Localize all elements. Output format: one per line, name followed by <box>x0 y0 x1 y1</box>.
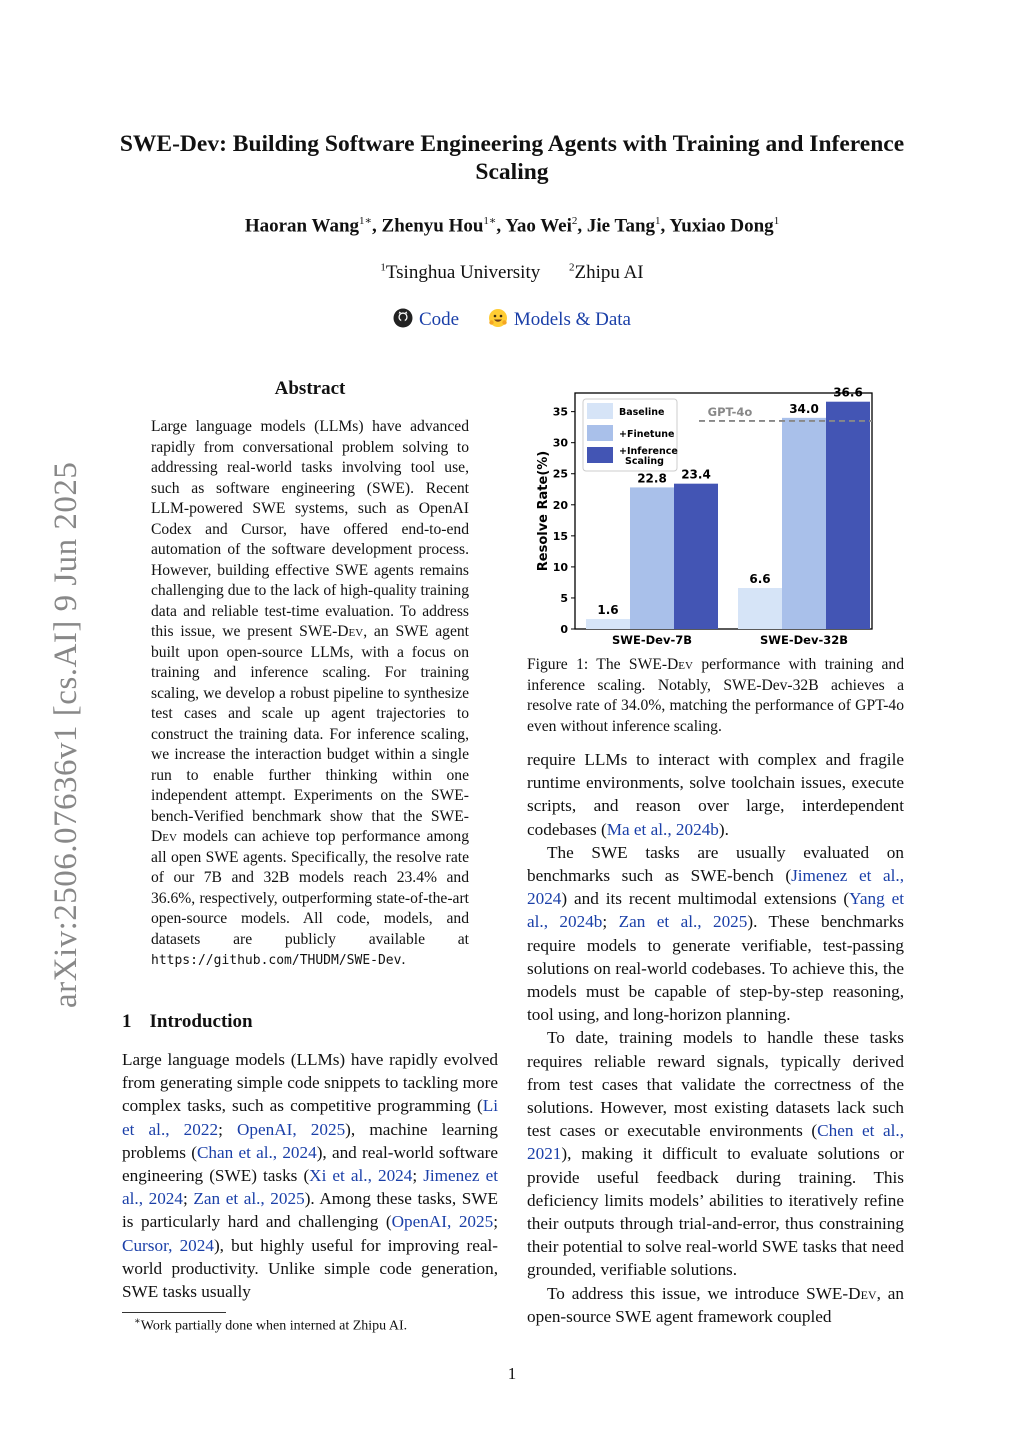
bar-value-label: 23.4 <box>681 467 711 482</box>
citation-link[interactable]: Jimenez et al., 2024 <box>527 866 904 909</box>
y-tick-label: 5 <box>560 591 568 605</box>
resource-links <box>100 308 924 331</box>
citation-link[interactable]: Li et al., 2022 <box>122 1096 498 1139</box>
author: Jie Tang <box>586 215 656 237</box>
github-icon <box>393 308 413 328</box>
bar-value-label: 36.6 <box>833 385 863 400</box>
right-column-text <box>527 748 904 1328</box>
affiliations <box>100 262 924 284</box>
y-tick-label: 10 <box>552 560 568 574</box>
bar-value-label: 1.6 <box>597 603 619 618</box>
legend-label: Baseline <box>619 407 665 418</box>
y-tick-label: 30 <box>552 436 568 450</box>
citation-link[interactable]: Chen et al., 2021 <box>527 1121 904 1164</box>
code-link[interactable]: Code <box>393 309 464 330</box>
paper-title: SWE-Dev: Building Software Engineering Agents with Training and Inference Scaling <box>119 131 905 185</box>
intro-paragraph: Large language models (LLMs) have rapidly evolved from generating simple code snippets to tackling more complex tasks, such as competitive programming (Li et al., 2022; OpenAI, 2025), machine learning problems (Chan et al., 2024), and real-world software engineering (SWE) tasks (Xi et al., 2024; Jimenez et al., 2024; Zan et al., 2025). Among these tasks, SWE is particularly hard and challenging (OpenAI, 2025; Cursor, 2024), but highly useful for improving real-world productivity. Unlike simple code generation, SWE tasks usually <box>122 1050 499 1302</box>
huggingface-icon <box>488 308 508 328</box>
bar <box>782 418 826 629</box>
author: Zhenyu Hou <box>381 215 484 237</box>
section-heading: 1 Introduction <box>122 1011 253 1032</box>
citation-link[interactable]: Xi et al., 2024 <box>309 1166 413 1186</box>
author: Yuxiao Dong <box>669 215 774 237</box>
bar-value-label: 22.8 <box>637 471 667 486</box>
legend-label: Scaling <box>625 456 664 467</box>
reference-line-label: GPT-4o <box>707 404 753 419</box>
bar <box>586 619 630 629</box>
paragraph: The SWE tasks are usually evaluated on benchmarks such as SWE-bench (Jimenez et al., 2024) and its recent multimodal extensions (Yang et al., 2024b; Zan et al., 2025). These benchmarks require models to generate verifiable, test-passing solutions on real-world codebases. To achieve this, the models must be capable of step-by-step reasoning, tool using, and long-horizon planning. <box>527 842 904 1025</box>
models-data-link[interactable]: Models & Data <box>488 309 631 330</box>
y-axis-label: Resolve Rate(%) <box>536 450 551 572</box>
legend-swatch <box>587 403 613 419</box>
legend-swatch <box>587 425 613 441</box>
footnote-rule <box>122 1312 226 1313</box>
arxiv-stamp <box>0 0 84 1448</box>
bar <box>826 402 870 629</box>
bar-value-label: 34.0 <box>789 401 819 416</box>
repo-url[interactable]: https://github.com/THUDM/SWE-Dev <box>151 953 402 968</box>
legend-label: +Inference <box>619 446 678 457</box>
paragraph: To date, training models to handle these tasks requires reliable reward signals, typically derived from test cases that validate the correctness of the solutions. However, most existing datasets lack such test cases or executable environments (Chen et al., 2021), making it difficult to evaluate solutions or provide useful feedback during training. This deficiency limits models’ abilities to iteratively refine their outputs through trial-and-error, thus constraining their potential to solve real-world SWE tasks that need grounded, verifiable solutions. <box>527 1028 904 1280</box>
legend-swatch <box>587 447 613 463</box>
y-tick-label: 20 <box>552 498 568 512</box>
figure-1-chart <box>527 385 907 647</box>
affiliation: $^1$Tsinghua University <box>380 262 541 284</box>
citation-link[interactable]: Ma et al., 2024b <box>606 819 719 839</box>
y-tick-label: 0 <box>560 623 568 636</box>
x-tick-label: SWE-Dev-32B <box>760 633 848 647</box>
abstract-text: Large language models (LLMs) have advanced rapidly from conversational problem solving to addressing real-world tasks involving tool use, such as software engineering (SWE). Recent LLM-powered SWE systems, such as OpenAI Codex and Cursor, have offered end-to-end automation of the software development process. However, building effective SWE agents remains challenging due to the lack of high-quality training data and reliable test-time evaluation. To address this issue, we present SWE-Dev, an SWE agent built upon open-source LLMs, with a focus on training and inference scaling. For training scaling, we develop a robust pipeline to synthesize test cases and scale up agent trajectories to construct the training data. For inference scaling, we increase the interaction budget within a single run to enable further thinking within one independent attempt. Experiments on the SWE-bench-Verified benchmark show that the SWE-Dev models can achieve top performance among all open SWE agents. Specifically, the resolve rate of our 7B and 32B models reach 23.4% and 36.6%, respectively, outperforming state-of-the-art open-source models. All code, models, and datasets are publicly available at https://github.com/THUDM/SWE-Dev. <box>151 418 469 968</box>
y-tick-label: 35 <box>552 405 568 419</box>
bar <box>674 484 718 629</box>
citation-link[interactable]: Jimenez et al., 2024 <box>122 1166 499 1209</box>
legend-label: +Finetune <box>619 429 675 440</box>
y-tick-label: 15 <box>552 529 568 543</box>
citation-link[interactable]: Cursor, 2024 <box>122 1235 214 1255</box>
author-list: Haoran Wang$^{1∗}$, Zhenyu Hou$^{1∗}$, Yao Wei$^2$, Jie Tang$^1$, Yuxiao Dong$^1$ <box>244 215 780 237</box>
citation-link[interactable]: Yang et al., 2024b <box>527 889 904 932</box>
affiliation: $^2$Zhipu AI <box>568 262 644 284</box>
y-tick-label: 25 <box>552 467 568 481</box>
arxiv-id: arXiv:2506.07636v1 [cs.AI] 9 Jun 2025 <box>48 461 84 1008</box>
citation-link[interactable]: Zan et al., 2025 <box>193 1189 305 1209</box>
figure-caption: Figure 1: The SWE-Dev performance with training and inference scaling. Notably, SWE-Dev-32B achieves a resolve rate of 34.0%, matching the performance of GPT-4o even without inference scaling. <box>527 656 905 735</box>
bar-value-label: 6.6 <box>749 572 771 587</box>
author: Yao Wei <box>505 215 572 237</box>
author: Haoran Wang <box>244 215 360 237</box>
abstract-heading: Abstract <box>274 378 346 399</box>
paragraph: require LLMs to interact with complex and fragile runtime environments, solve toolchain issues, execute scripts, and reason over large, interdependent codebases (Ma et al., 2024b). <box>527 750 904 839</box>
bar <box>738 588 782 629</box>
footnote: ∗Work partially done when interned at Zhipu AI. <box>134 1316 408 1334</box>
citation-link[interactable]: Chan et al., 2024 <box>196 1142 317 1162</box>
bar <box>630 487 674 629</box>
citation-link[interactable]: OpenAI, 2025 <box>236 1119 346 1139</box>
citation-link[interactable]: Zan et al., 2025 <box>618 912 748 932</box>
citation-link[interactable]: OpenAI, 2025 <box>391 1212 494 1232</box>
x-tick-label: SWE-Dev-7B <box>612 633 692 647</box>
page-number: 1 <box>507 1364 517 1383</box>
paragraph: To address this issue, we introduce SWE-Dev, an open-source SWE agent framework coupled <box>527 1283 904 1326</box>
